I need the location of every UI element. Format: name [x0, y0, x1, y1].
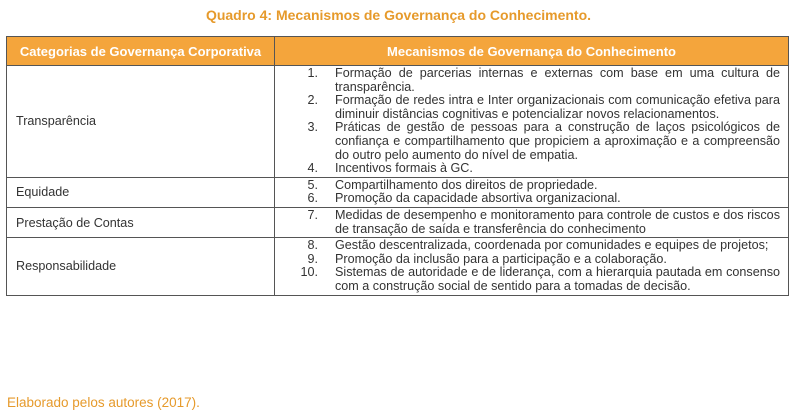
item-text: Promoção da inclusão para a participação e a colaboração. [335, 251, 667, 266]
item-number: 5. [307, 177, 318, 192]
item-text: Práticas de gestão de pessoas para a construção de laços psicológicos de confiança e compartilhamento que propiciem a aproximação e a compreensão do outro pelo aumento do nível de empatia. [335, 120, 780, 162]
list-item [275, 121, 780, 162]
list-item [275, 192, 780, 206]
list-item [275, 94, 780, 121]
category-cell: Responsabilidade [7, 238, 275, 295]
mechanisms-cell [275, 66, 789, 178]
item-text: Formação de parcerias internas e externas com base em uma cultura de transparência. [335, 66, 780, 94]
mechanisms-cell [275, 238, 789, 295]
item-number: 6. [307, 191, 318, 206]
table-row [7, 177, 789, 207]
category-cell: Prestação de Contas [7, 207, 275, 237]
item-text: Promoção da capacidade absortiva organizacional. [335, 191, 621, 206]
list-item [275, 209, 780, 236]
item-number: 4. [307, 161, 318, 176]
item-text: Formação de redes intra e Inter organizacionais com comunicação efetiva para diminuir distâncias cognitivas e potencializar novos relacionamentos. [335, 93, 780, 121]
list-item [275, 67, 780, 94]
header-mechanisms: Mecanismos de Governança do Conhecimento [275, 37, 789, 66]
category-cell: Transparência [7, 66, 275, 178]
item-text: Incentivos formais à GC. [335, 161, 473, 176]
table-caption: Quadro 4: Mecanismos de Governança do Conhecimento. [205, 7, 592, 23]
table-row [7, 207, 789, 237]
table-row [7, 66, 789, 178]
list-item [275, 162, 780, 176]
table-row [7, 238, 789, 295]
item-text: Medidas de desempenho e monitoramento para controle de custos e dos riscos de transação de saída e transferência do conhecimento [335, 207, 780, 236]
mechanisms-cell [275, 177, 789, 207]
list-item [275, 253, 780, 267]
list-item [275, 179, 780, 193]
item-text: Sistemas de autoridade e de liderança, com a hierarquia pautada em consenso com a construção social de sentido para a tomadas de decisão. [335, 265, 780, 293]
category-cell: Equidade [7, 177, 275, 207]
item-number: 1. [307, 66, 318, 80]
item-number: 10. [300, 265, 318, 280]
table-header-row [7, 37, 789, 66]
item-number: 9. [307, 251, 318, 266]
list-item [275, 239, 780, 253]
item-text: Gestão descentralizada, coordenada por comunidades e equipes de projetos; [335, 238, 769, 253]
item-number: 7. [307, 207, 318, 222]
list-item [275, 266, 780, 293]
governance-table [6, 36, 789, 296]
mechanisms-cell [275, 207, 789, 237]
item-number: 2. [307, 93, 318, 108]
source-note: Elaborado pelos autores (2017). [7, 395, 200, 410]
item-number: 3. [307, 120, 318, 135]
item-number: 8. [307, 238, 318, 253]
header-categories: Categorias de Governança Corporativa [7, 37, 275, 66]
item-text: Compartilhamento dos direitos de propriedade. [335, 177, 598, 192]
